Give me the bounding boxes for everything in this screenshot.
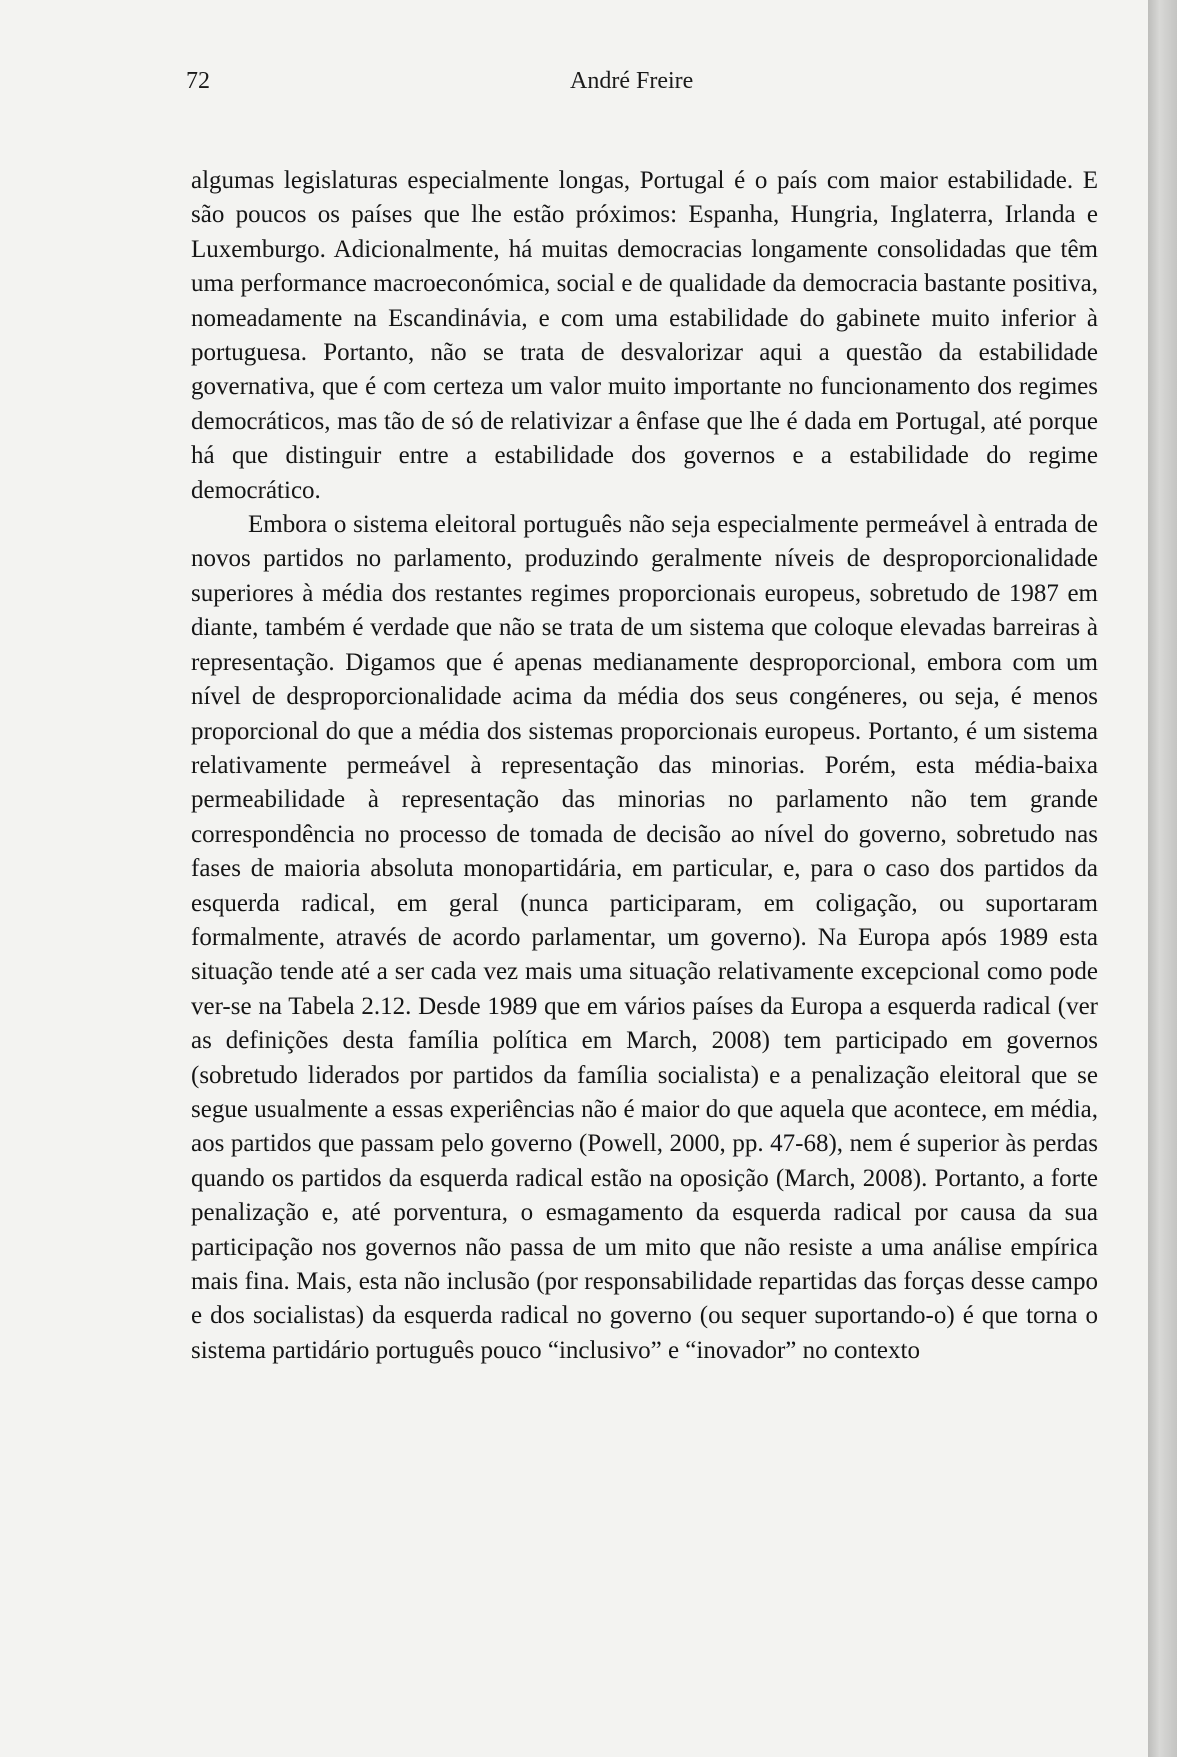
running-head-author: André Freire [570, 68, 694, 94]
paragraph-electoral-system: Embora o sistema eleitoral português não seja especialmente permeável à entrada de novos partidos no parlamento, produzindo geralmente níveis de desproporcionalidade superiores à média dos restantes regimes proporcionais europeus, sobretudo de 1987 em diante, também é verdade que não se trata de um sistema que coloque elevadas barreiras à representação. Digamos que é apenas medianamente desproporcional, embora com um nível de desproporcionalidade acima da média dos seus congéneres, ou seja, é menos proporcional do que a média dos sistemas proporcionais europeus. Portanto, é um sistema relativamente permeável à representação das minorias. Porém, esta média-baixa permeabilidade à representação das minorias no parlamento não tem grande correspondência no processo de tomada de decisão ao nível do governo, sobretudo nas fases de maioria absoluta monopartidária, em particular, e, para o caso dos partidos da esquerda radical, em geral (nunca participaram, em coligação, ou suportaram formalmente, através de acordo parlamentar, um governo). Na Europa após 1989 esta situação tende até a ser cada vez mais uma situação relativamente excepcional como pode ver-se na Tabela 2.12. Desde 1989 que em vários países da Europa a esquerda radical (ver as definições desta família política em March, 2008) tem participado em governos (sobretudo liderados por partidos da família socialista) e a penalização eleitoral que se segue usualmente a essas experiências não é maior do que aquela que acontece, em média, aos partidos que passam pelo governo (Powell, 2000, pp. 47-68), nem é superior às perdas quando os partidos da esquerda radical estão na oposição (March, 2008). Portanto, a forte penalização e, até porventura, o esmagamento da esquerda radical por causa da sua participação nos governos não passa de um mito que não resiste a uma análise empírica mais fina. Mais, esta não inclusão (por responsabilidade repartidas das forças desse campo e dos socialistas) da esquerda radical no governo (ou sequer suportando-o) é que torna o sistema partidário português pouco “inclusivo” e “inovador” no contexto [191, 511, 1098, 1364]
paragraph-continuation: algumas legislaturas especialmente longas, Portugal é o país com maior estabilidade. E são poucos os países que lhe estão próximos: Espanha, Hungria, Inglaterra, Irlanda e Luxemburgo. Adicionalmente, há muitas democracias longamente consolidadas que têm uma performance macroeconómica, social e de qualidade da democracia bastante positiva, nomeadamente na Escandinávia, e com uma estabilidade do gabinete muito inferior à portuguesa. Portanto, não se trata de desvalorizar aqui a questão da estabilidade governativa, que é com certeza um valor muito importante no funcionamento dos regimes democráticos, mas tão de só de relativizar a ênfase que lhe é dada em Portugal, até porque há que distinguir entre a estabilidade dos governos e a estabilidade do regime democrático. [191, 167, 1098, 504]
page-number: 72 [186, 68, 210, 94]
body-text [191, 164, 1098, 1368]
page-header [0, 68, 1148, 100]
page-edge [1148, 0, 1177, 1757]
